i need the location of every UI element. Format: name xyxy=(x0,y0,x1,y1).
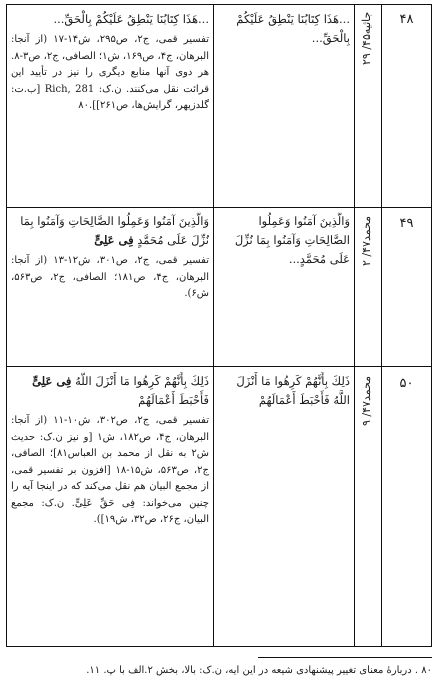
verse-reference: محمد۴۷/ ۲ xyxy=(360,216,373,267)
shia-reading-cell xyxy=(11,372,209,644)
shia-reading-cell xyxy=(11,10,209,205)
footnote: ۸۰ . دربارهٔ معنای تغییر پیشنهادی شیعه در این آیه، ن.ک: بالا، بخش ۲.الف با پ. ۱۱. xyxy=(86,665,432,676)
table-border-top xyxy=(6,4,432,5)
shia-verse-text xyxy=(11,212,209,250)
row-divider xyxy=(6,207,432,208)
verse-reference: محمد۴۷/ ۹ xyxy=(360,376,373,427)
verse-reference: جاثیه۴۵/ ۲۹ xyxy=(360,12,373,66)
standard-verse-text: ...هَذَا کِتَابُنَا یَنْطِقُ عَلَیْکُمْ بِالْحَقِّ... xyxy=(236,12,350,45)
table-border-left xyxy=(6,4,7,647)
shia-verse-text-tail: فَأَحْبَطَ أَعْمَالَهُمْ xyxy=(138,393,209,407)
source-citation: تفسیر قمی، ج۲، ص۳۰۲، ش۱۰-۱۱ (از آنجا: البرهان، ج۴، ص۱۸۲، ش۱ [و نیز ن.ک: حدیث ش۲ به نقل از محمد بن العباس۸۱]؛ الصافی، ج۲، ص۵۶۳، ش۱۵-۱۸ [افزون بر تفسیر قمی، از مجمع البیان هم نقل می‌کند که در اینجا آیه را چنین می‌خواند: فِی حَقِّ عَلِیٍّ. ن.ک: مجمع البیان، ج۲۶، ص۳۲، ش۱۹]). xyxy=(11,415,209,525)
standard-verse-text: ذَلِكَ بِأَنَّهُمْ كَرِهُوا مَا أَنْزَلَ اللَّهُ فَأَحْبَطَ أَعْمَالَهُمْ xyxy=(236,374,350,407)
shia-verse-text-main: وَالَّذِینَ آمَنُوا وَعَمِلُوا الصَّالِحَاتِ وَآمَنُوا بِمَا نُزِّلَ عَلَى مُحَمَّدٍ xyxy=(20,214,209,247)
row-number: ۵۰ xyxy=(399,376,414,391)
table-border-bottom xyxy=(6,646,432,647)
shia-verse-text: ...هَذَا کِتَابُنَا یَنْطِقُ عَلَیْکُمْ بِالْحَقِّ... xyxy=(53,12,209,26)
table-border-right xyxy=(431,4,432,647)
shia-verse-text-main: ذَلِكَ بِأَنَّهُمْ كَرِهُوا مَا أَنْزَلَ اللَّهُ xyxy=(75,374,209,388)
footnote-separator xyxy=(258,657,432,658)
standard-verse-text: وَالَّذِینَ آمَنُوا وَعَمِلُوا الصَّالِحَاتِ وَآمَنُوا بِمَا نُزِّلَ عَلَى مُحَمَّدٍ... xyxy=(234,214,350,266)
row-divider xyxy=(6,366,432,367)
row-number: ۴۸ xyxy=(399,12,414,27)
column-divider xyxy=(213,4,214,647)
shia-variant-bold: فِی عَلِیٍّ xyxy=(32,374,72,388)
source-citation: تفسیر قمی، ج۲، ص۳۰۱، ش۱۲-۱۳ (از آنجا: البرهان، ج۴، ص۱۸۱؛ الصافی، ج۲، ص۵۶۳، ش۶). xyxy=(11,255,209,299)
shia-verse-text xyxy=(11,372,209,410)
row-number: ۴۹ xyxy=(399,216,414,231)
comparison-table xyxy=(6,4,432,647)
source-citation: تفسیر قمی، ج۲، ص۲۹۵، ش۱۴-۱۷ (از آنجا: البرهان، ج۴، ص۱۶۹، ش۱؛ الصافی، ج۲، ص۳-۸. هر دوی آنها منابع دیگری را نیز در تأیید این قرائت نقل می‌کنند. ن.ک: Rich, 281 [ب.ت: گلدزیهر، گرایش‌ها، ص۲۶۱]].۸۰ xyxy=(11,34,209,111)
shia-reading-cell xyxy=(11,212,209,364)
column-divider xyxy=(381,4,382,647)
column-divider xyxy=(354,4,355,647)
shia-variant-bold: فِی عَلِیٍّ xyxy=(94,233,134,247)
